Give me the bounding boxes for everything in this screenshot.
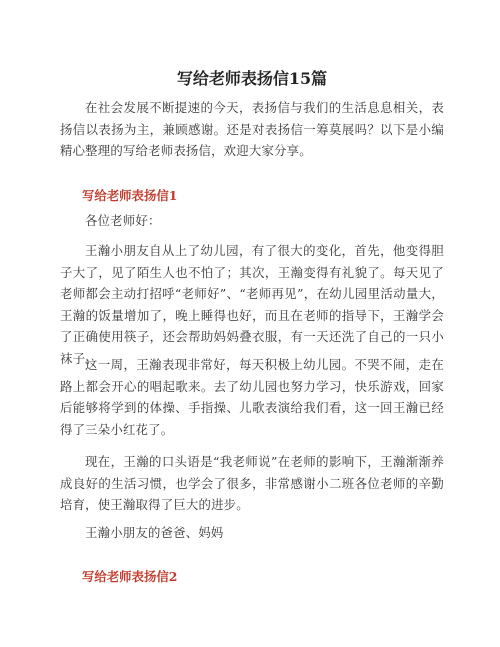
letter1-body-paragraph: 王瀚小朋友自从上了幼儿园，有了很大的变化，首先，他变得胆子大了，见了陌生人也不怕了；其次，王瀚变得有礼貌了。每天见了老师都会主动打招呼“老师好”、“老师再见”，在幼儿园里活动量大，王瀚的饭量增加了，晚上睡得也好，而且在老师的指导下，王瀚学会了正确使用筷子，还会帮助妈妈叠衣服，有一天还洗了自己的一只小袜子。 (60, 243, 444, 366)
letter1-greeting: 各位老师好： (85, 213, 161, 228)
letter1-heading: 写给老师表扬信1 (82, 188, 178, 203)
letter2-heading: 写给老师表扬信2 (82, 569, 178, 584)
letter1-body-paragraph: 现在，王瀚的口头语是“我老师说”在老师的影响下，王瀚渐渐养成良好的生活习惯，也学会了很多，非常感谢小二班各位老师的辛勤培育，使王瀚取得了巨大的进步。 (60, 454, 444, 512)
letter1-signature: 王瀚小朋友的爸爸、妈妈 (85, 525, 224, 540)
document-title: 写给老师表扬信15篇 (176, 69, 328, 88)
letter1-body-paragraph: 这一周，王瀚表现非常好，每天积极上幼儿园。不哭不闹，走在路上都会开心的唱起歌来。去了幼儿园也努力学习，快乐游戏，回家后能够将学到的体操、手指操、儿歌表演给我们看，这一回王瀚已经得了三朵小红花了。 (60, 357, 444, 437)
intro-paragraph: 在社会发展不断提速的今天，表扬信与我们的生活息息相关，表扬信以表扬为主，兼顾感谢。还是对表扬信一筹莫展吗？以下是小编精心整理的写给老师表扬信，欢迎大家分享。 (60, 100, 444, 158)
